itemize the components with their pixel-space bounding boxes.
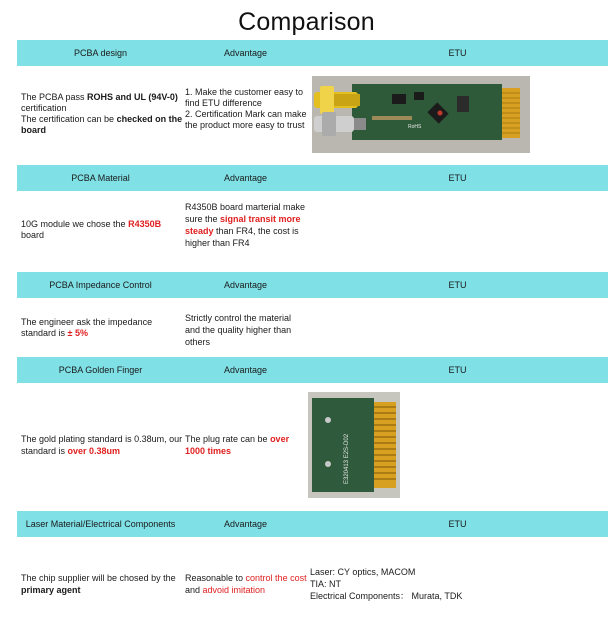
text-highlight: control the cost — [245, 573, 307, 583]
text-highlight: advoid imitation — [202, 585, 266, 595]
pcba-impedance-description — [21, 317, 183, 339]
header-col3: ETU — [448, 519, 467, 529]
pcba-design-description — [21, 92, 183, 136]
rohs-mark: RoHS — [408, 124, 422, 130]
header-col3: ETU — [448, 365, 467, 375]
text: and — [185, 585, 203, 595]
text: The gold plating standard is 0.38um, our standard is — [21, 434, 183, 456]
header-col2: Advantage — [223, 365, 268, 375]
text: The plug rate can be — [185, 434, 271, 444]
section-header-pcba-golden-finger — [17, 357, 608, 383]
page-title: Comparison — [238, 8, 375, 36]
section-header-laser-material — [17, 511, 608, 537]
section-header-pcba-material — [17, 165, 608, 191]
etu-board-photo — [312, 76, 530, 153]
pcba-material-advantage — [185, 201, 307, 249]
golden-finger-photo — [308, 392, 400, 498]
text: The certification can be — [21, 114, 117, 124]
pcb-board — [312, 398, 374, 492]
header-col3: ETU — [448, 173, 467, 183]
laser-material-description — [21, 572, 183, 596]
pcba-impedance-advantage — [185, 312, 307, 348]
laser-material-advantage — [185, 572, 307, 596]
text: Strictly control the material and the quality higher than others — [185, 313, 292, 347]
header-col2: Advantage — [223, 519, 268, 529]
text-highlight: over 1000 times — [185, 434, 290, 456]
etu-line: Electrical Components： Murata, TDK — [310, 591, 463, 601]
text: The PCBA pass — [21, 92, 88, 102]
header-col1: PCBA design — [73, 48, 128, 58]
header-col2: Advantage — [223, 173, 268, 183]
text: The engineer ask the impedance standard is — [21, 317, 153, 338]
text: board — [21, 230, 45, 240]
text: certification — [21, 103, 67, 113]
text: Reasonable to — [185, 573, 246, 583]
text-bold: ROHS and UL (94V-0) — [87, 92, 178, 102]
section-header-pcba-impedance — [17, 272, 608, 298]
pcb-board — [352, 84, 502, 140]
etu-line: TIA: NT — [310, 579, 341, 589]
pcba-material-description — [21, 219, 183, 241]
text-highlight: signal transit more steady — [185, 214, 301, 236]
text: The chip supplier will be chosed by the — [21, 573, 176, 583]
gold-finger — [374, 402, 396, 488]
header-col1: PCBA Material — [71, 173, 130, 183]
advantage-line: 1. Make the customer easy to find ETU difference — [185, 87, 304, 108]
etu-line: Laser: CY optics, MACOM — [310, 567, 416, 577]
header-col1: PCBA Golden Finger — [58, 365, 143, 375]
board-marking: E320413 E2S-D02 — [344, 433, 350, 484]
header-col3: ETU — [448, 280, 467, 290]
text-bold: checked on the board — [21, 114, 183, 135]
section-header-pcba-design — [17, 40, 608, 66]
text-highlight: over 0.38um — [67, 446, 121, 456]
text: 10G module we chose the — [21, 219, 129, 229]
text-bold: primary agent — [21, 585, 81, 595]
laser-material-etu — [310, 566, 600, 602]
golden-finger-description — [21, 433, 183, 457]
header-col2: Advantage — [223, 48, 268, 58]
pcba-design-advantage — [185, 87, 307, 131]
header-col1: Laser Material/Electrical Components — [25, 519, 176, 529]
text-highlight: ± 5% — [67, 328, 88, 338]
advantage-line: 2. Certification Mark can make the product more easy to trust — [185, 109, 307, 130]
text-highlight: R4350B — [128, 219, 162, 229]
header-col2: Advantage — [223, 280, 268, 290]
header-col3: ETU — [448, 48, 467, 58]
text: than FR4, the cost is higher than FR4 — [185, 226, 299, 248]
text: R4350B board marterial make sure the — [185, 202, 306, 224]
header-col1: PCBA Impedance Control — [49, 280, 152, 290]
golden-finger-advantage — [185, 433, 307, 457]
